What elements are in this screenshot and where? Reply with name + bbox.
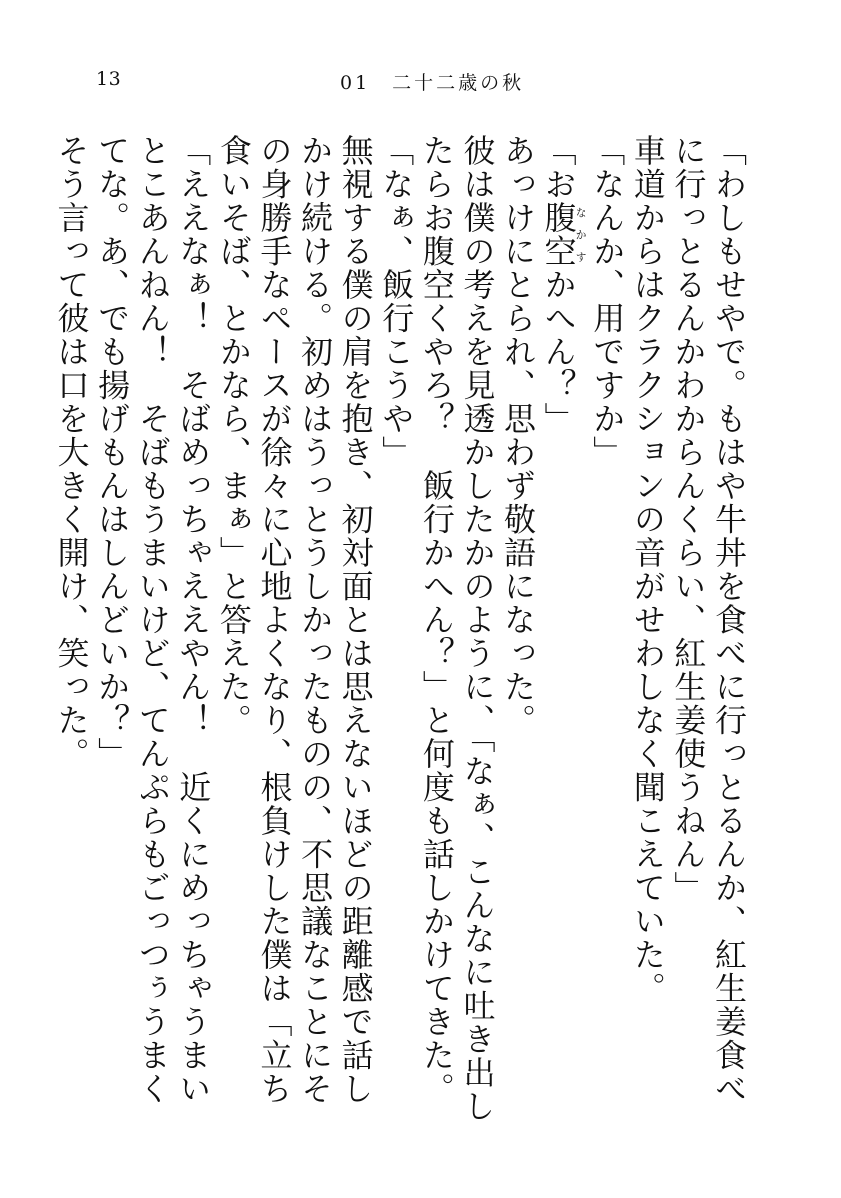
paragraph: 車道からはクラクションの音がせわしなく聞こえていた。 <box>628 134 667 1005</box>
paragraph: 「なぁ、飯行こうや」 <box>377 134 416 469</box>
ruby-pre: 「お <box>539 134 578 201</box>
paragraph: 「わしもせやで。もはや牛丼を食べに行っとるんか、紅生姜食べに行っとるんかわからんくらい、紅生姜使うねん」 <box>669 134 748 1106</box>
body-text <box>52 134 749 1134</box>
ruby-post: かへん？」 <box>539 268 578 436</box>
paragraph: 「なんか、用ですか」 <box>588 134 627 469</box>
page-number: 13 <box>96 68 122 90</box>
ruby-annotation <box>539 201 588 268</box>
paragraph: 彼は僕の考えを見透かしたかのように、「なぁ、こんなに吐き出したらお腹空くやろ？ 飯行かへん？」と何度も話しかけてきた。 <box>417 134 497 1123</box>
paragraph: 「ええなぁ！ そばめっちゃええやん！ 近くにめっちゃうまいとこあんねん！ そばもうまいけど、てんぷらもごっつぅうまくてな。あ、でも揚げもんはしんどいか？」 <box>93 134 213 1106</box>
paragraph: あっけにとられ、思わず敬語になった。 <box>499 134 538 737</box>
ruby-base: 腹空 <box>539 201 578 268</box>
paragraph-with-ruby <box>538 134 587 1134</box>
ruby-reading: なかす <box>574 201 588 268</box>
paragraph: そう言って彼は口を大きく開け、笑った。 <box>52 134 91 771</box>
paragraph: 無視する僕の肩を抱き、初対面とは思えないほどの距離感で話しかけ続ける。初めはうっとうしかったものの、不思議なことにその身勝手なペースが徐々に心地よくなり、根負けした僕は「立ち食いそば、とかなら、まぁ」と答えた。 <box>214 134 375 1106</box>
running-header: 01 二十二歳の秋 <box>340 72 525 94</box>
